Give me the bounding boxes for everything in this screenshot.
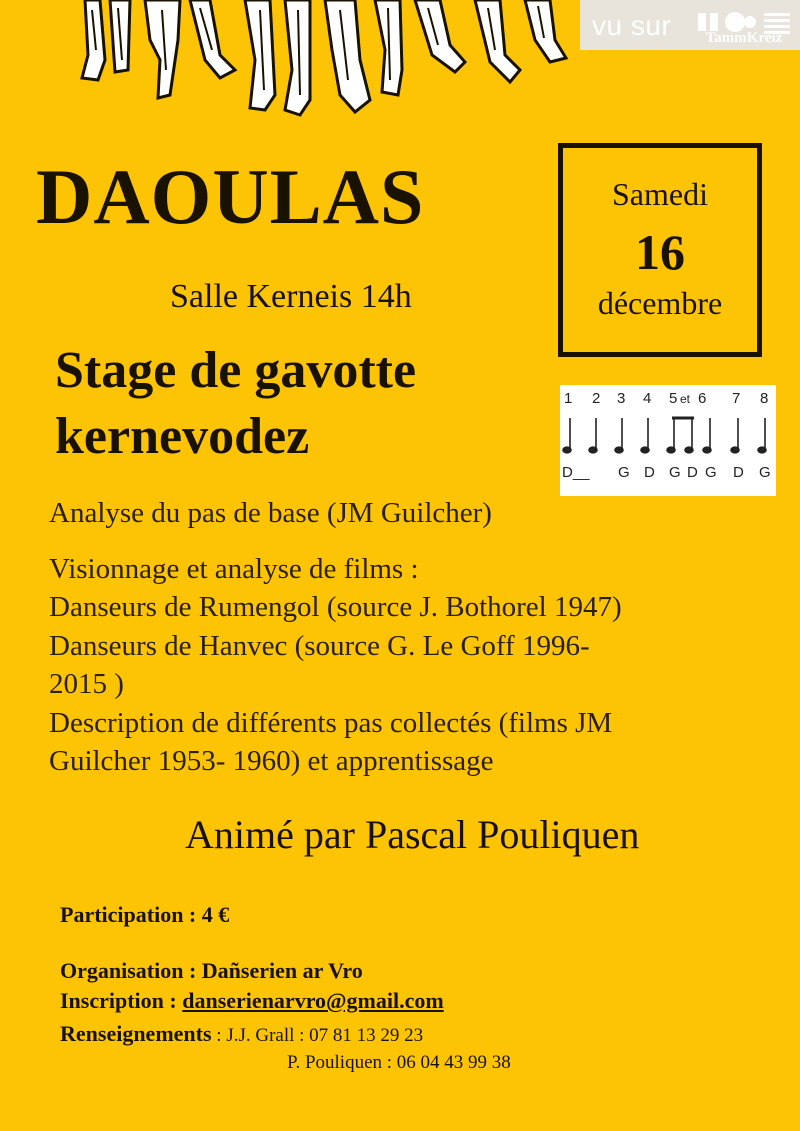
- stage-title-line1: Stage de gavotte: [55, 342, 417, 399]
- renseignements-label: Renseignements: [60, 1021, 212, 1046]
- count-5: 5: [669, 390, 678, 407]
- poster-title: DAOULAS: [36, 153, 425, 240]
- stage-title: [55, 338, 416, 470]
- inscription-line: [60, 988, 444, 1014]
- description-line: Description de différents pas collectés (films JM: [49, 707, 613, 739]
- venue-time: Salle Kerneis 14h: [170, 278, 412, 315]
- inscription-email-link[interactable]: danserienarvro@gmail.com: [182, 988, 444, 1013]
- count-3: 3: [617, 390, 626, 407]
- contact-grall: : J.J. Grall : 07 81 13 29 23: [211, 1025, 424, 1046]
- organisation-line: Organisation : Dañserien ar Vro: [60, 958, 363, 983]
- date-month: décembre: [597, 285, 723, 321]
- count-8: 8: [760, 390, 769, 407]
- description-line: Analyse du pas de base (JM Guilcher): [49, 497, 492, 529]
- count-4: 4: [643, 390, 652, 407]
- step-d1: D: [644, 464, 655, 481]
- step-g1: G: [618, 464, 630, 481]
- stage-title-line2: kernevodez: [55, 408, 310, 465]
- description-line: Guilcher 1953- 1960) et apprentissage: [49, 745, 494, 777]
- step-d3: D: [733, 464, 744, 481]
- step-g4: G: [759, 464, 771, 481]
- inscription-label: Inscription :: [60, 988, 183, 1013]
- count-et: et: [680, 392, 691, 406]
- date-day: 16: [635, 224, 685, 280]
- count-7: 7: [732, 390, 741, 407]
- animator-line: Animé par Pascal Pouliquen: [185, 812, 640, 857]
- date-day-name: Samedi: [612, 176, 708, 212]
- count-6: 6: [698, 390, 707, 407]
- date-box: [558, 143, 762, 357]
- count-2: 2: [592, 390, 601, 407]
- description-line: Visionnage et analyse de films :: [49, 553, 419, 585]
- description-line: Danseurs de Hanvec (source G. Le Goff 1996-: [49, 630, 590, 662]
- badge-brand: TammKreiz: [705, 30, 783, 46]
- description-line: 2015 ): [49, 668, 124, 700]
- dancers-illustration: [70, 0, 570, 122]
- step-g3: G: [705, 464, 717, 481]
- contact-pouliquen: P. Pouliquen : 06 04 43 99 38: [287, 1052, 511, 1073]
- step-g2: G: [669, 464, 681, 481]
- step-d-long: D__: [562, 464, 590, 481]
- description-line: Danseurs de Rumengol (source J. Bothorel 1947): [49, 591, 622, 623]
- count-1: 1: [564, 390, 573, 407]
- step-d2: D: [687, 464, 698, 481]
- rhythm-notation: [560, 385, 776, 496]
- participation-fee: Participation : 4 €: [60, 902, 230, 927]
- vu-sur-badge[interactable]: [580, 0, 800, 50]
- renseignements-line: [60, 1021, 423, 1047]
- badge-prefix: vu sur: [592, 10, 672, 41]
